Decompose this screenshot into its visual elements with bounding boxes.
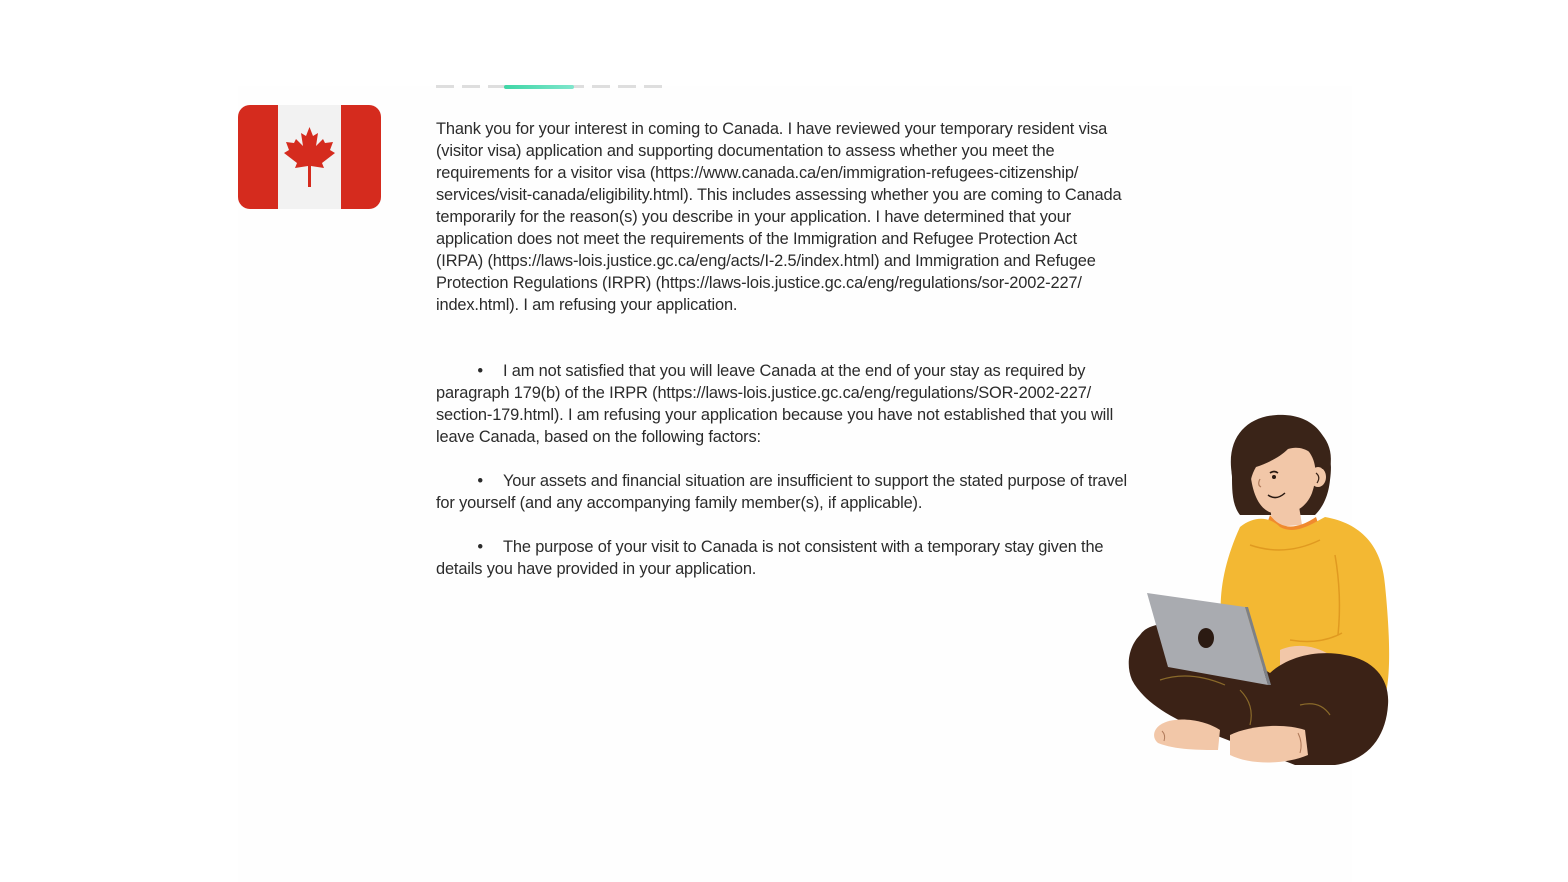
refusal-letter-body xyxy=(436,118,1226,578)
bullet-marker: • xyxy=(477,362,483,380)
intro-line: (visitor visa) application and supporting documentation to assess whether you meet the xyxy=(436,142,1055,160)
intro-paragraph xyxy=(436,118,1226,316)
bullet-marker: • xyxy=(477,472,483,490)
refusal-reason-financial xyxy=(436,470,1127,514)
intro-line: Thank you for your interest in coming to Canada. I have reviewed your temporary resident visa xyxy=(436,120,1108,138)
bullet-line: section-179.html). I am refusing your application because you have not established that you will xyxy=(436,406,1114,424)
bullet-line: paragraph 179(b) of the IRPR (https://laws-lois.justice.gc.ca/eng/regulations/SOR-2002-227/ xyxy=(436,384,1092,402)
bullet-line xyxy=(436,360,1113,382)
intro-line: index.html). I am refusing your application. xyxy=(436,296,738,314)
intro-line: (IRPA) (https://laws-lois.justice.gc.ca/eng/acts/I-2.5/index.html) and Immigration and Refugee xyxy=(436,252,1096,270)
intro-line: application does not meet the requirements of the Immigration and Refugee Protection Act xyxy=(436,230,1077,248)
bullet-text: I am not satisfied that you will leave Canada at the end of your stay as required by xyxy=(503,362,1086,380)
woman-with-laptop-illustration xyxy=(1120,405,1400,775)
refusal-reason-purpose xyxy=(436,536,1103,580)
intro-line: Protection Regulations (IRPR) (https://laws-lois.justice.gc.ca/eng/regulations/sor-2002-227/ xyxy=(436,274,1082,292)
bullet-text: The purpose of your visit to Canada is not consistent with a temporary stay given the xyxy=(503,538,1104,556)
canada-flag-icon xyxy=(238,105,381,209)
bullet-line: leave Canada, based on the following factors: xyxy=(436,428,761,446)
bullet-marker: • xyxy=(477,538,483,556)
intro-line: requirements for a visitor visa (https://www.canada.ca/en/immigration-refugees-citizenship/ xyxy=(436,164,1079,182)
redacted-salutation xyxy=(436,82,666,92)
bullet-line xyxy=(436,536,1103,558)
redaction-highlight xyxy=(504,85,574,89)
bullet-line: details you have provided in your application. xyxy=(436,560,757,578)
bullet-line xyxy=(436,470,1127,492)
refusal-reason-leave-canada xyxy=(436,360,1113,448)
bullet-text: Your assets and financial situation are insufficient to support the stated purpose of travel xyxy=(503,472,1128,490)
intro-line: temporarily for the reason(s) you describe in your application. I have determined that your xyxy=(436,208,1072,226)
bullet-line: for yourself (and any accompanying family member(s), if applicable). xyxy=(436,494,923,512)
intro-line: services/visit-canada/eligibility.html). This includes assessing whether you are coming to Canada xyxy=(436,186,1122,204)
